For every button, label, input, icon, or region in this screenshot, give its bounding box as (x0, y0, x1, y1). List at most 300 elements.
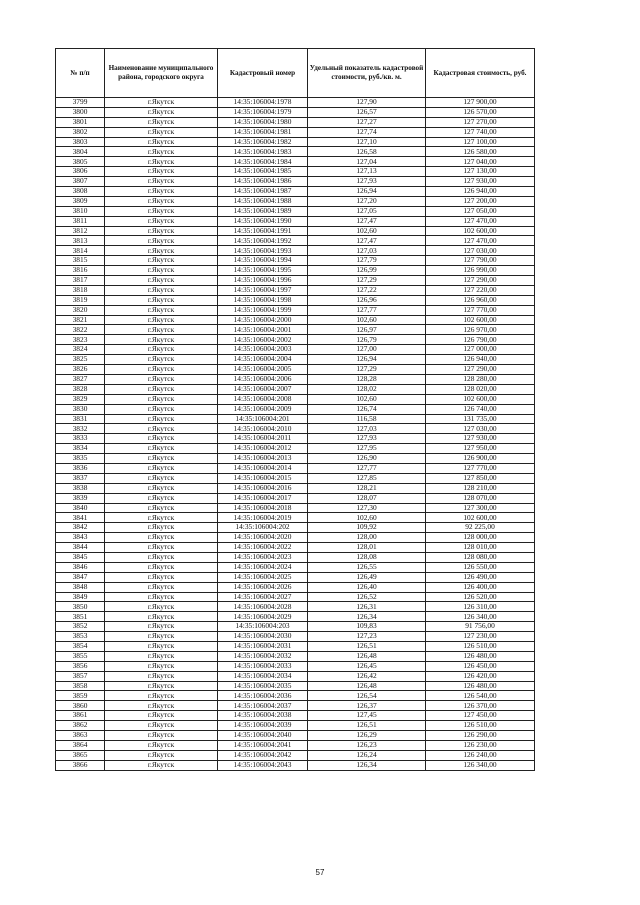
table-row (56, 127, 535, 137)
table-row (56, 345, 535, 355)
cell-row-number: 3800 (56, 107, 105, 117)
cell-cadastral-number: 14:35:106004:2003 (218, 345, 308, 355)
cell-cadastral-number: 14:35:106004:2007 (218, 384, 308, 394)
cell-row-number: 3843 (56, 533, 105, 543)
cell-cadastral-number: 14:35:106004:2024 (218, 562, 308, 572)
cell-cadastral-value: 127 470,00 (426, 216, 535, 226)
table-row (56, 721, 535, 731)
cell-unit-value: 127,29 (308, 365, 426, 375)
cell-row-number: 3826 (56, 365, 105, 375)
cell-unit-value: 126,94 (308, 187, 426, 197)
cell-cadastral-value: 128 000,00 (426, 533, 535, 543)
table-row (56, 513, 535, 523)
cell-row-number: 3865 (56, 750, 105, 760)
cell-municipality: г.Якутск (105, 434, 218, 444)
cell-cadastral-value: 126 570,00 (426, 107, 535, 117)
cell-unit-value: 127,13 (308, 167, 426, 177)
cell-row-number: 3820 (56, 305, 105, 315)
cell-cadastral-value: 128 070,00 (426, 493, 535, 503)
cell-municipality: г.Якутск (105, 276, 218, 286)
cell-municipality: г.Якутск (105, 671, 218, 681)
cell-cadastral-number: 14:35:106004:1997 (218, 285, 308, 295)
cell-unit-value: 128,00 (308, 533, 426, 543)
cell-unit-value: 126,31 (308, 602, 426, 612)
cell-unit-value: 126,24 (308, 750, 426, 760)
table-row (56, 661, 535, 671)
cell-municipality: г.Якутск (105, 117, 218, 127)
table-row (56, 641, 535, 651)
cell-unit-value: 126,90 (308, 454, 426, 464)
cell-cadastral-number: 14:35:106004:2027 (218, 592, 308, 602)
cell-row-number: 3855 (56, 651, 105, 661)
cell-row-number: 3851 (56, 612, 105, 622)
cell-cadastral-number: 14:35:106004:2004 (218, 355, 308, 365)
cell-row-number: 3799 (56, 98, 105, 108)
cell-cadastral-value: 127 740,00 (426, 127, 535, 137)
cell-municipality: г.Якутск (105, 424, 218, 434)
cell-unit-value: 126,99 (308, 266, 426, 276)
cell-unit-value: 128,21 (308, 483, 426, 493)
cell-cadastral-number: 14:35:106004:1979 (218, 107, 308, 117)
table-row (56, 691, 535, 701)
cell-unit-value: 127,90 (308, 98, 426, 108)
table-header-row (56, 49, 535, 98)
cell-cadastral-number: 14:35:106004:2001 (218, 325, 308, 335)
cell-row-number: 3816 (56, 266, 105, 276)
cell-municipality: г.Якутск (105, 157, 218, 167)
cell-unit-value: 102,60 (308, 315, 426, 325)
cell-unit-value: 127,93 (308, 177, 426, 187)
cell-cadastral-number: 14:35:106004:2031 (218, 641, 308, 651)
table-row (56, 325, 535, 335)
cell-cadastral-number: 14:35:106004:1981 (218, 127, 308, 137)
cell-municipality: г.Якутск (105, 543, 218, 553)
cell-row-number: 3803 (56, 137, 105, 147)
cell-row-number: 3837 (56, 473, 105, 483)
cell-municipality: г.Якутск (105, 325, 218, 335)
cell-unit-value: 127,05 (308, 206, 426, 216)
cell-cadastral-number: 14:35:106004:1995 (218, 266, 308, 276)
cell-unit-value: 109,92 (308, 523, 426, 533)
table-row (56, 107, 535, 117)
cell-cadastral-value: 127 290,00 (426, 365, 535, 375)
cell-cadastral-value: 126 520,00 (426, 592, 535, 602)
table-row (56, 236, 535, 246)
cell-row-number: 3823 (56, 335, 105, 345)
cell-cadastral-value: 126 580,00 (426, 147, 535, 157)
cell-municipality: г.Якутск (105, 711, 218, 721)
cell-cadastral-number: 14:35:106004:1980 (218, 117, 308, 127)
cell-row-number: 3848 (56, 582, 105, 592)
cadastral-value-table (55, 48, 535, 771)
cell-municipality: г.Якутск (105, 691, 218, 701)
cell-cadastral-value: 127 300,00 (426, 503, 535, 513)
cell-cadastral-number: 14:35:106004:1994 (218, 256, 308, 266)
cell-municipality: г.Якутск (105, 552, 218, 562)
cell-row-number: 3830 (56, 404, 105, 414)
cell-municipality: г.Якутск (105, 355, 218, 365)
table-row (56, 651, 535, 661)
cell-municipality: г.Якутск (105, 256, 218, 266)
table-row (56, 137, 535, 147)
cell-unit-value: 126,51 (308, 641, 426, 651)
table-row (56, 543, 535, 553)
cell-unit-value: 126,97 (308, 325, 426, 335)
cell-unit-value: 126,49 (308, 572, 426, 582)
cell-row-number: 3827 (56, 374, 105, 384)
cell-municipality: г.Якутск (105, 177, 218, 187)
cell-row-number: 3806 (56, 167, 105, 177)
cell-cadastral-number: 14:35:106004:2000 (218, 315, 308, 325)
cell-cadastral-value: 126 480,00 (426, 651, 535, 661)
table-row (56, 177, 535, 187)
table-row (56, 147, 535, 157)
cell-municipality: г.Якутск (105, 246, 218, 256)
table-row (56, 681, 535, 691)
cell-cadastral-value: 127 770,00 (426, 305, 535, 315)
cell-cadastral-number: 14:35:106004:2030 (218, 632, 308, 642)
cell-cadastral-value: 126 960,00 (426, 295, 535, 305)
cell-row-number: 3804 (56, 147, 105, 157)
table-row (56, 424, 535, 434)
cell-cadastral-value: 127 000,00 (426, 345, 535, 355)
cell-cadastral-value: 127 900,00 (426, 98, 535, 108)
cell-municipality: г.Якутск (105, 661, 218, 671)
cell-unit-value: 127,79 (308, 256, 426, 266)
cell-cadastral-number: 14:35:106004:2018 (218, 503, 308, 513)
table-row (56, 384, 535, 394)
cell-row-number: 3845 (56, 552, 105, 562)
cell-row-number: 3839 (56, 493, 105, 503)
cell-cadastral-number: 14:35:106004:2033 (218, 661, 308, 671)
cell-cadastral-number: 14:35:106004:2039 (218, 721, 308, 731)
cell-municipality: г.Якутск (105, 365, 218, 375)
cell-municipality: г.Якутск (105, 731, 218, 741)
cell-municipality: г.Якутск (105, 137, 218, 147)
cell-cadastral-number: 14:35:106004:2017 (218, 493, 308, 503)
table-row (56, 731, 535, 741)
cell-cadastral-number: 14:35:106004:1978 (218, 98, 308, 108)
table-row (56, 444, 535, 454)
cell-unit-value: 127,27 (308, 117, 426, 127)
cell-cadastral-value: 102 600,00 (426, 513, 535, 523)
cell-municipality: г.Якутск (105, 582, 218, 592)
cell-unit-value: 126,57 (308, 107, 426, 117)
cell-unit-value: 127,10 (308, 137, 426, 147)
cell-municipality: г.Якутск (105, 721, 218, 731)
cell-unit-value: 126,58 (308, 147, 426, 157)
cell-unit-value: 127,22 (308, 285, 426, 295)
cell-cadastral-value: 127 930,00 (426, 177, 535, 187)
table-row (56, 493, 535, 503)
cell-cadastral-number: 14:35:106004:1998 (218, 295, 308, 305)
cell-row-number: 3850 (56, 602, 105, 612)
cell-row-number: 3831 (56, 414, 105, 424)
table-row (56, 295, 535, 305)
cell-cadastral-value: 126 510,00 (426, 721, 535, 731)
cell-municipality: г.Якутск (105, 335, 218, 345)
cell-row-number: 3846 (56, 562, 105, 572)
cell-row-number: 3849 (56, 592, 105, 602)
cell-municipality: г.Якутск (105, 305, 218, 315)
table-row (56, 414, 535, 424)
cell-municipality: г.Якутск (105, 454, 218, 464)
table-row (56, 572, 535, 582)
cell-unit-value: 126,54 (308, 691, 426, 701)
cell-row-number: 3833 (56, 434, 105, 444)
cell-cadastral-value: 126 940,00 (426, 355, 535, 365)
cell-row-number: 3864 (56, 740, 105, 750)
cell-municipality: г.Якутск (105, 533, 218, 543)
cell-row-number: 3812 (56, 226, 105, 236)
cell-municipality: г.Якутск (105, 444, 218, 454)
cell-municipality: г.Якутск (105, 473, 218, 483)
table-row (56, 167, 535, 177)
cell-unit-value: 127,85 (308, 473, 426, 483)
table-row (56, 374, 535, 384)
cell-unit-value: 116,58 (308, 414, 426, 424)
cell-municipality: г.Якутск (105, 493, 218, 503)
table-row (56, 196, 535, 206)
table-row (56, 612, 535, 622)
cell-municipality: г.Якутск (105, 503, 218, 513)
cell-row-number: 3857 (56, 671, 105, 681)
table-row (56, 523, 535, 533)
cell-cadastral-number: 14:35:106004:2032 (218, 651, 308, 661)
cell-cadastral-number: 14:35:106004:1992 (218, 236, 308, 246)
cell-row-number: 3828 (56, 384, 105, 394)
cell-row-number: 3844 (56, 543, 105, 553)
cell-unit-value: 127,77 (308, 305, 426, 315)
cell-municipality: г.Якутск (105, 226, 218, 236)
cell-cadastral-value: 126 990,00 (426, 266, 535, 276)
cell-row-number: 3860 (56, 701, 105, 711)
cell-cadastral-number: 14:35:106004:2013 (218, 454, 308, 464)
table-row (56, 216, 535, 226)
cell-cadastral-value: 127 030,00 (426, 246, 535, 256)
cell-cadastral-number: 14:35:106004:2022 (218, 543, 308, 553)
cell-municipality: г.Якутск (105, 266, 218, 276)
cell-cadastral-value: 126 490,00 (426, 572, 535, 582)
cell-cadastral-number: 14:35:106004:2041 (218, 740, 308, 750)
cell-unit-value: 128,01 (308, 543, 426, 553)
cell-cadastral-number: 14:35:106004:2014 (218, 463, 308, 473)
cell-cadastral-value: 127 030,00 (426, 424, 535, 434)
cell-cadastral-value: 127 290,00 (426, 276, 535, 286)
cell-municipality: г.Якутск (105, 167, 218, 177)
cell-cadastral-value: 131 735,00 (426, 414, 535, 424)
cell-row-number: 3810 (56, 206, 105, 216)
cell-cadastral-value: 126 240,00 (426, 750, 535, 760)
cell-cadastral-value: 127 470,00 (426, 236, 535, 246)
cell-municipality: г.Якутск (105, 651, 218, 661)
cell-cadastral-value: 126 340,00 (426, 612, 535, 622)
cell-unit-value: 128,08 (308, 552, 426, 562)
cell-unit-value: 102,60 (308, 226, 426, 236)
cell-cadastral-value: 127 200,00 (426, 196, 535, 206)
cell-cadastral-value: 126 450,00 (426, 661, 535, 671)
cell-cadastral-value: 126 400,00 (426, 582, 535, 592)
table-row (56, 335, 535, 345)
table-row (56, 632, 535, 642)
cell-cadastral-number: 14:35:106004:2035 (218, 681, 308, 691)
cell-cadastral-number: 14:35:106004:2025 (218, 572, 308, 582)
cell-row-number: 3863 (56, 731, 105, 741)
cell-row-number: 3836 (56, 463, 105, 473)
table-row (56, 246, 535, 256)
table-row (56, 256, 535, 266)
cell-cadastral-value: 126 540,00 (426, 691, 535, 701)
cell-municipality: г.Якутск (105, 216, 218, 226)
cell-municipality: г.Якутск (105, 572, 218, 582)
cell-row-number: 3862 (56, 721, 105, 731)
cell-row-number: 3852 (56, 622, 105, 632)
cell-municipality: г.Якутск (105, 760, 218, 770)
cell-cadastral-number: 14:35:106004:1996 (218, 276, 308, 286)
cell-row-number: 3825 (56, 355, 105, 365)
table-row (56, 711, 535, 721)
cell-unit-value: 127,23 (308, 632, 426, 642)
cell-cadastral-value: 92 225,00 (426, 523, 535, 533)
cell-municipality: г.Якутск (105, 612, 218, 622)
cell-row-number: 3819 (56, 295, 105, 305)
cell-unit-value: 126,37 (308, 701, 426, 711)
cell-unit-value: 127,47 (308, 236, 426, 246)
cell-cadastral-value: 126 420,00 (426, 671, 535, 681)
cell-row-number: 3847 (56, 572, 105, 582)
cell-municipality: г.Якутск (105, 187, 218, 197)
table-row (56, 463, 535, 473)
cell-unit-value: 126,45 (308, 661, 426, 671)
cell-unit-value: 126,51 (308, 721, 426, 731)
cell-municipality: г.Якутск (105, 147, 218, 157)
cell-cadastral-number: 14:35:106004:202 (218, 523, 308, 533)
cell-cadastral-number: 14:35:106004:1985 (218, 167, 308, 177)
cell-unit-value: 109,83 (308, 622, 426, 632)
cell-unit-value: 127,20 (308, 196, 426, 206)
cell-unit-value: 126,52 (308, 592, 426, 602)
cell-cadastral-number: 14:35:106004:1993 (218, 246, 308, 256)
cell-cadastral-value: 127 040,00 (426, 157, 535, 167)
cell-cadastral-value: 127 930,00 (426, 434, 535, 444)
cell-cadastral-value: 126 970,00 (426, 325, 535, 335)
cell-unit-value: 127,30 (308, 503, 426, 513)
cell-row-number: 3829 (56, 394, 105, 404)
cell-municipality: г.Якутск (105, 602, 218, 612)
cell-unit-value: 126,55 (308, 562, 426, 572)
cell-municipality: г.Якутск (105, 622, 218, 632)
cell-unit-value: 126,42 (308, 671, 426, 681)
cell-row-number: 3840 (56, 503, 105, 513)
cell-row-number: 3866 (56, 760, 105, 770)
table-row (56, 622, 535, 632)
table-row (56, 187, 535, 197)
cell-cadastral-value: 127 850,00 (426, 473, 535, 483)
cell-cadastral-number: 14:35:106004:2037 (218, 701, 308, 711)
cell-municipality: г.Якутск (105, 513, 218, 523)
table-row (56, 206, 535, 216)
cell-cadastral-value: 102 600,00 (426, 394, 535, 404)
cell-cadastral-value: 126 900,00 (426, 454, 535, 464)
table-row (56, 404, 535, 414)
table-row (56, 226, 535, 236)
cell-municipality: г.Якутск (105, 681, 218, 691)
header-row-number: № п/п (56, 49, 105, 98)
cell-unit-value: 126,74 (308, 404, 426, 414)
cell-row-number: 3859 (56, 691, 105, 701)
cell-row-number: 3817 (56, 276, 105, 286)
cell-unit-value: 127,95 (308, 444, 426, 454)
table-row (56, 503, 535, 513)
cell-unit-value: 127,47 (308, 216, 426, 226)
cell-municipality: г.Якутск (105, 345, 218, 355)
cell-unit-value: 127,00 (308, 345, 426, 355)
cell-municipality: г.Якутск (105, 632, 218, 642)
cell-row-number: 3814 (56, 246, 105, 256)
table-row (56, 562, 535, 572)
table-row (56, 454, 535, 464)
cell-row-number: 3856 (56, 661, 105, 671)
cell-municipality: г.Якутск (105, 315, 218, 325)
cell-unit-value: 128,28 (308, 374, 426, 384)
cell-cadastral-number: 14:35:106004:2009 (218, 404, 308, 414)
cell-cadastral-value: 127 950,00 (426, 444, 535, 454)
cell-cadastral-value: 127 130,00 (426, 167, 535, 177)
cell-cadastral-number: 14:35:106004:2002 (218, 335, 308, 345)
cell-cadastral-number: 14:35:106004:2019 (218, 513, 308, 523)
cell-municipality: г.Якутск (105, 206, 218, 216)
cell-row-number: 3802 (56, 127, 105, 137)
cell-municipality: г.Якутск (105, 236, 218, 246)
cell-cadastral-number: 14:35:106004:2023 (218, 552, 308, 562)
cell-row-number: 3854 (56, 641, 105, 651)
cell-row-number: 3813 (56, 236, 105, 246)
cell-cadastral-value: 126 940,00 (426, 187, 535, 197)
page-number: 57 (315, 868, 325, 877)
table-row (56, 592, 535, 602)
cell-row-number: 3858 (56, 681, 105, 691)
header-cadastral-value: Кадастровая стоимость, руб. (426, 49, 535, 98)
table-row (56, 434, 535, 444)
cell-row-number: 3809 (56, 196, 105, 206)
cell-municipality: г.Якутск (105, 523, 218, 533)
cell-municipality: г.Якутск (105, 98, 218, 108)
cell-municipality: г.Якутск (105, 562, 218, 572)
table-row (56, 315, 535, 325)
cell-municipality: г.Якутск (105, 740, 218, 750)
cell-cadastral-value: 128 210,00 (426, 483, 535, 493)
cell-cadastral-value: 127 050,00 (426, 206, 535, 216)
cell-unit-value: 128,02 (308, 384, 426, 394)
table-body (56, 98, 535, 771)
cell-cadastral-number: 14:35:106004:2008 (218, 394, 308, 404)
cell-cadastral-value: 102 600,00 (426, 315, 535, 325)
table-row (56, 285, 535, 295)
cell-cadastral-value: 102 600,00 (426, 226, 535, 236)
cell-row-number: 3815 (56, 256, 105, 266)
table-row (56, 671, 535, 681)
cell-unit-value: 128,07 (308, 493, 426, 503)
cell-cadastral-number: 14:35:106004:1988 (218, 196, 308, 206)
cell-cadastral-value: 127 100,00 (426, 137, 535, 147)
cell-cadastral-value: 126 480,00 (426, 681, 535, 691)
cell-row-number: 3818 (56, 285, 105, 295)
cell-municipality: г.Якутск (105, 127, 218, 137)
table-row (56, 552, 535, 562)
cell-unit-value: 126,48 (308, 681, 426, 691)
cell-cadastral-number: 14:35:106004:1983 (218, 147, 308, 157)
table-row (56, 117, 535, 127)
